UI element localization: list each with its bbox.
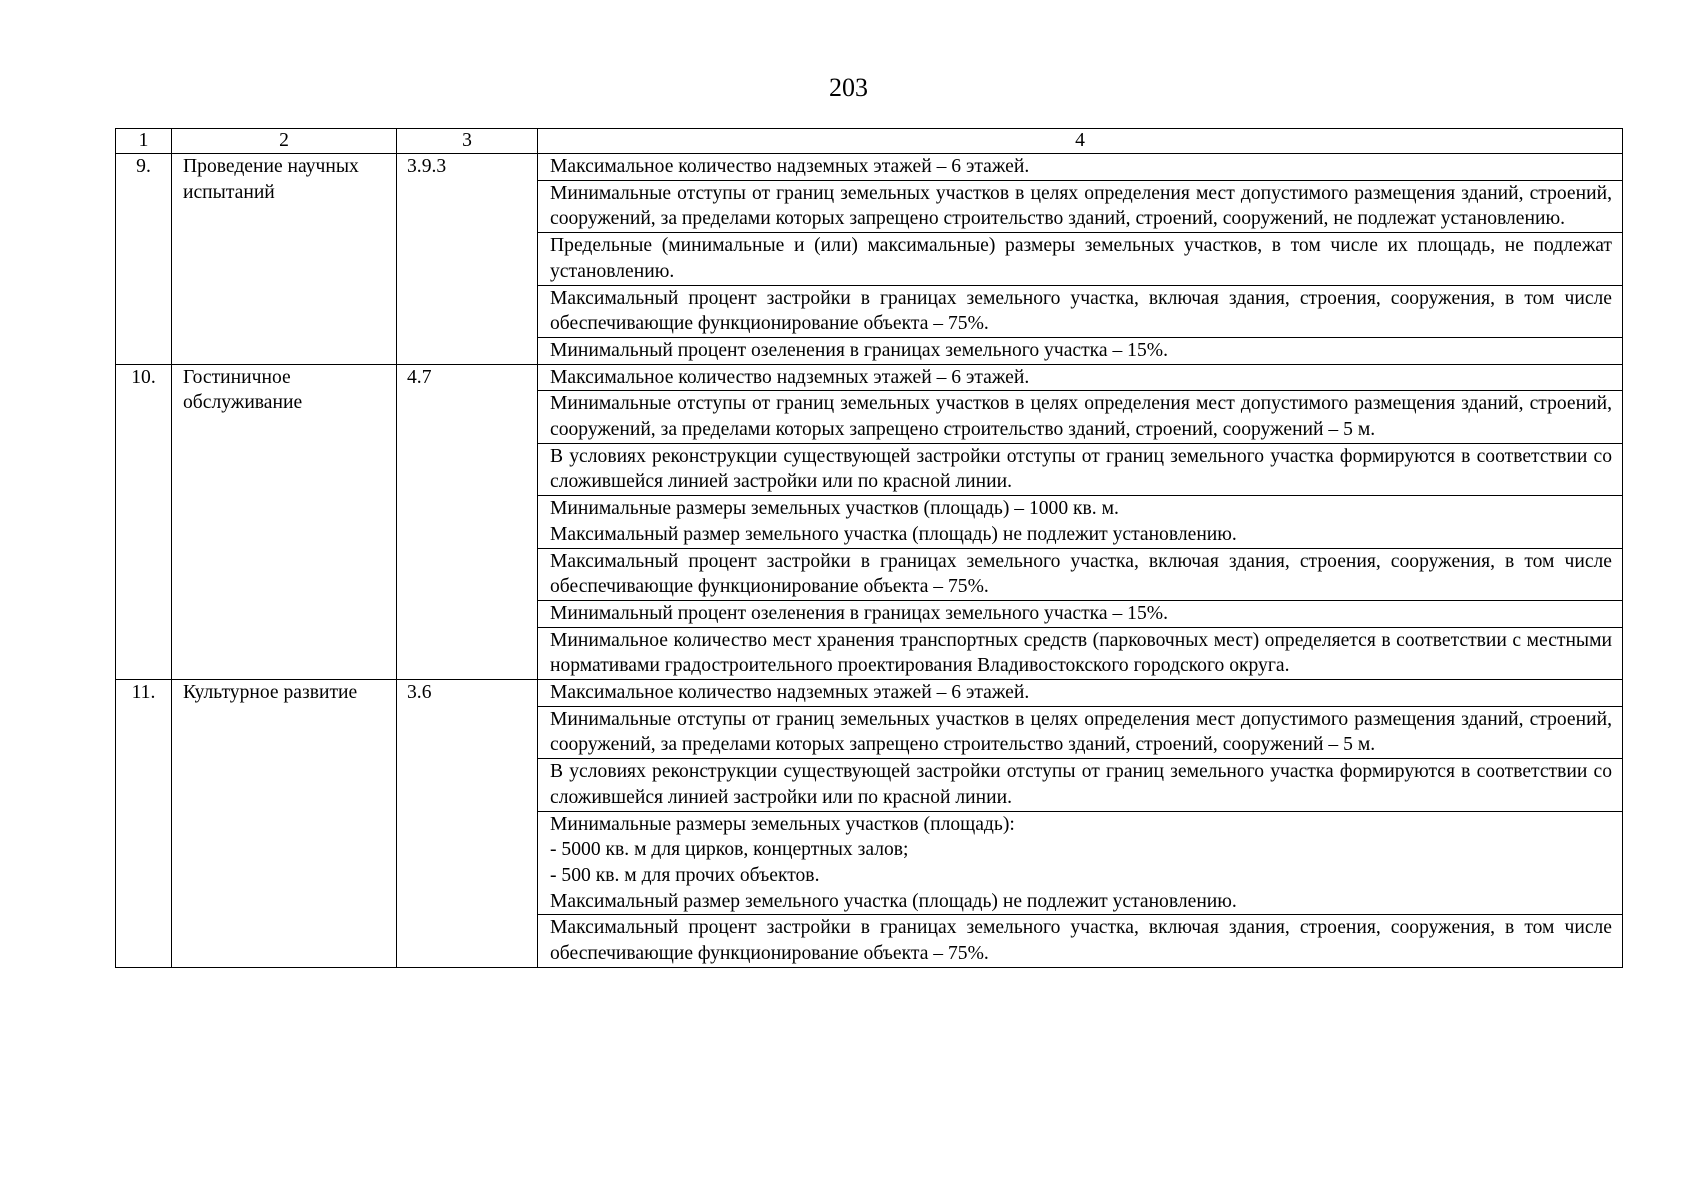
parameter-cell: Максимальное количество надземных этажей – 6 этажей.: [538, 364, 1623, 391]
use-type-code: 4.7: [397, 364, 538, 679]
parameter-line: Минимальные размеры земельных участков (площадь) – 1000 кв. м.: [550, 498, 1119, 520]
parameter-line: - 500 кв. м для прочих объектов.: [550, 864, 820, 886]
parameter-cell: Максимальный процент застройки в границах земельного участка, включая здания, строения, сооружения, в том числе обеспечивающие функционирование объекта – 75%.: [538, 285, 1623, 337]
parameter-cell: Максимальное количество надземных этажей – 6 этажей.: [538, 680, 1623, 707]
parameter-cell: Предельные (минимальные и (или) максимальные) размеры земельных участков, в том числе их площадь, не подлежат установлению.: [538, 233, 1623, 285]
parameter-line: Максимальный размер земельного участка (площадь) не подлежит установлению.: [550, 890, 1237, 912]
parameter-cell: Максимальное количество надземных этажей – 6 этажей.: [538, 154, 1623, 181]
table-row: [116, 154, 1623, 181]
page-number: 203: [829, 73, 868, 102]
row-number: 9.: [116, 154, 172, 365]
parameter-cell: Минимальные отступы от границ земельных участков в целях определения мест допустимого размещения зданий, строений, сооружений, за пределами которых запрещено строительство зданий, строений, сооружений, не подлежат установлению.: [538, 180, 1623, 232]
row-number: 10.: [116, 364, 172, 679]
column-header: 2: [172, 129, 397, 154]
parameter-line: Минимальные размеры земельных участков (площадь):: [550, 813, 1015, 835]
parameter-cell: Минимальный процент озеленения в границах земельного участка – 15%.: [538, 600, 1623, 627]
regulations-table: [115, 128, 1623, 968]
parameter-cell: Минимальные отступы от границ земельных участков в целях определения мест допустимого размещения зданий, строений, сооружений, за пределами которых запрещено строительство зданий, строений, сооружений – 5 м.: [538, 391, 1623, 443]
parameter-cell: Минимальный процент озеленения в границах земельного участка – 15%.: [538, 337, 1623, 364]
parameter-line: Максимальный размер земельного участка (площадь) не подлежит установлению.: [550, 523, 1237, 545]
column-header: 1: [116, 129, 172, 154]
use-type-name: Гостиничное обслуживание: [172, 364, 397, 679]
parameter-cell: Минимальное количество мест хранения транспортных средств (парковочных мест) определяется в соответствии с местными нормативами градостроительного проектирования Владивостокского городского округа.: [538, 627, 1623, 679]
parameter-cell: Минимальные отступы от границ земельных участков в целях определения мест допустимого размещения зданий, строений, сооружений, за пределами которых запрещено строительство зданий, строений, сооружений – 5 м.: [538, 706, 1623, 758]
table-header-row: [116, 129, 1623, 154]
parameter-cell: В условиях реконструкции существующей застройки отступы от границ земельного участка формируются в соответствии со сложившейся линией застройки или по красной линии.: [538, 443, 1623, 495]
parameter-cell: Максимальный процент застройки в границах земельного участка, включая здания, строения, сооружения, в том числе обеспечивающие функционирование объекта – 75%.: [538, 915, 1623, 967]
row-number: 11.: [116, 680, 172, 968]
use-type-code: 3.6: [397, 680, 538, 968]
use-type-name: Культурное развитие: [172, 680, 397, 968]
parameter-cell: В условиях реконструкции существующей застройки отступы от границ земельного участка формируются в соответствии со сложившейся линией застройки или по красной линии.: [538, 759, 1623, 811]
table-row: [116, 364, 1623, 391]
column-header: 4: [538, 129, 1623, 154]
parameter-line: - 5000 кв. м для цирков, концертных залов;: [550, 839, 909, 861]
parameter-cell: Максимальный процент застройки в границах земельного участка, включая здания, строения, сооружения, в том числе обеспечивающие функционирование объекта – 75%.: [538, 548, 1623, 600]
table-row: [116, 680, 1623, 707]
parameter-cell: [538, 496, 1623, 548]
column-header: 3: [397, 129, 538, 154]
parameter-cell: [538, 811, 1623, 915]
use-type-name: Проведение научных испытаний: [172, 154, 397, 365]
use-type-code: 3.9.3: [397, 154, 538, 365]
